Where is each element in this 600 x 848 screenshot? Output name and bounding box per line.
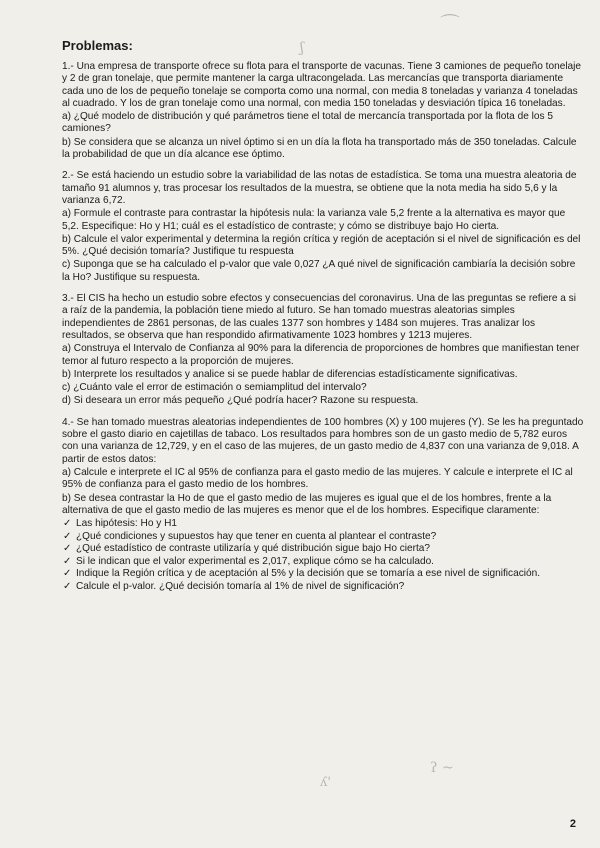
checklist-item <box>62 581 584 594</box>
problem-part: b) Se desea contrastar la Ho de que el gasto medio de las mujeres es igual que el de los hombres, frente a la alternativa de que el gasto medio de las mujeres es menor que el de los hombres. Especifique claramente: <box>62 492 552 516</box>
problem-part: a) Calcule e interprete el IC al 95% de confianza para el gasto medio de las mujeres. Y calcule e interprete el IC al 95% de confianza para el gasto medio de los hombres. <box>62 466 573 491</box>
problem-part: c) ¿Cuánto vale el error de estimación o semiamplitud del intervalo? <box>62 382 367 394</box>
check-icon: ✓ <box>63 530 72 542</box>
checklist-item-text: Si le indican que el valor experimental es 2,017, explique cómo se ha calculado. <box>76 555 434 567</box>
checklist-item-text: ¿Qué estadístico de contraste utilizaría y qué distribución sigue bajo Ho cierta? <box>76 543 431 555</box>
page-number: 2 <box>569 818 576 830</box>
pencil-mark-bottom: ʔ ~ <box>430 760 454 776</box>
check-icon: ✓ <box>63 518 72 530</box>
problem-part: a) Construya el Intervalo de Confianza al 90% para la diferencia de proporciones de hombres que manifiestan tener temor al futuro respecto a la proporción de mujeres. <box>62 343 580 367</box>
check-icon: ✓ <box>63 543 72 555</box>
checklist <box>62 518 584 594</box>
problems-content <box>62 38 584 603</box>
pencil-mark-bottom-left: ʎ' <box>320 775 331 790</box>
problem-4 <box>62 417 584 594</box>
pencil-mark-faint: ʃ <box>300 40 304 56</box>
checklist-item <box>62 543 584 556</box>
pencil-mark-top: ⌒ <box>440 12 460 36</box>
checklist-item <box>62 518 584 531</box>
problem-part: b) Se considera que se alcanza un nivel óptimo si en un día la flota ha transportado más de 350 toneladas. Calcule la probabilidad de que un día alcance ese óptimo. <box>62 136 577 161</box>
checklist-item <box>62 531 584 544</box>
problem-3 <box>62 293 584 408</box>
section-title: Problemas: <box>62 38 133 53</box>
check-icon: ✓ <box>63 568 72 580</box>
problem-statement: 2.- Se está haciendo un estudio sobre la variabilidad de las notas de estadística. Se toma una muestra aleatoria de tamaño 91 alumnos y, tras procesar los resultados de la muestra, se obtiene que la nota media ha sido 5,6 y la varianza 6,72. <box>62 170 577 206</box>
checklist-item-text: Las hipótesis: Ho y H1 <box>76 518 177 530</box>
check-icon: ✓ <box>63 555 72 567</box>
problem-part: d) Si deseara un error más pequeño ¿Qué podría hacer? Razone su respuesta. <box>62 395 419 407</box>
problem-part: a) Formule el contraste para contrastar la hipótesis nula: la varianza vale 5,2 frente a la alternativa es mayor que 5,2. Especifique: Ho y H1; cuál es el estadístico de contraste; y cómo se distribuye bajo Ho cierta. <box>62 208 566 232</box>
checklist-item-text: Indique la Región crítica y de aceptación al 5% y la decisión que se tomaría a ese nivel de significación. <box>76 568 541 580</box>
problem-part: a) ¿Qué modelo de distribución y qué parámetros tiene el total de mercancía transportada por la flota de los 5 camiones? <box>62 111 553 135</box>
problem-statement: 4.- Se han tomado muestras aleatorias independientes de 100 hombres (X) y 100 mujeres (Y). Se les ha preguntado sobre el gasto diario en cajetillas de tabaco. Los resultados para hombres son de un gasto medio de 5,782 euros con una varianza de 12,729, y en el caso de las mujeres, de un gasto medio de 4,837 con una varianza de 9,018. A partir de estos datos: <box>62 416 584 465</box>
checklist-item-text: Calcule el p-valor. ¿Qué decisión tomaría al 1% de nivel de significación? <box>76 581 405 593</box>
checklist-item-text: ¿Qué condiciones y supuestos hay que tener en cuenta al plantear el contraste? <box>76 530 437 542</box>
checklist-item <box>62 556 584 569</box>
check-icon: ✓ <box>63 581 72 593</box>
problem-2 <box>62 170 584 284</box>
checklist-item <box>62 568 584 581</box>
problem-part: b) Interprete los resultados y analice si se puede hablar de diferencias estadísticamente significativas. <box>62 368 518 380</box>
problem-part: c) Suponga que se ha calculado el p-valor que vale 0,027 ¿A qué nivel de significación cambiaría la decisión sobre la Ho? Justifique su respuesta. <box>62 259 576 283</box>
problem-statement: 1.- Una empresa de transporte ofrece su flota para el transporte de vacunas. Tiene 3 camiones de pequeño tonelaje y 2 de gran tonelaje, que permite mantener la carga ultracongelada. Las mercancías que transporta diariamente cada uno de los de pequeño tonelaje se comporta como una normal, con media 8 toneladas y varianza 4 toneladas al cuadrado. Y los de gran tonelaje como una normal, con media 150 toneladas y desviación típica 16 toneladas. <box>62 61 582 109</box>
problem-part: b) Calcule el valor experimental y determina la región crítica y región de aceptación si el nivel de significación es del 5%. ¿Qué decisión tomaría? Justifique tu respuesta <box>62 233 581 258</box>
problem-1 <box>62 61 584 161</box>
problem-statement: 3.- El CIS ha hecho un estudio sobre efectos y consecuencias del coronavirus. Una de las preguntas se refiere a si a raíz de la pandemia, la población tiene miedo al futuro. Se han tomado muestras aleatorias simples independientes de 2861 personas, de las cuales 1377 son hombres y 1484 son mujeres. Tras analizar los resultados, se observa que han respondido afirmativamente 1023 hombres y 1213 mujeres. <box>62 293 576 341</box>
